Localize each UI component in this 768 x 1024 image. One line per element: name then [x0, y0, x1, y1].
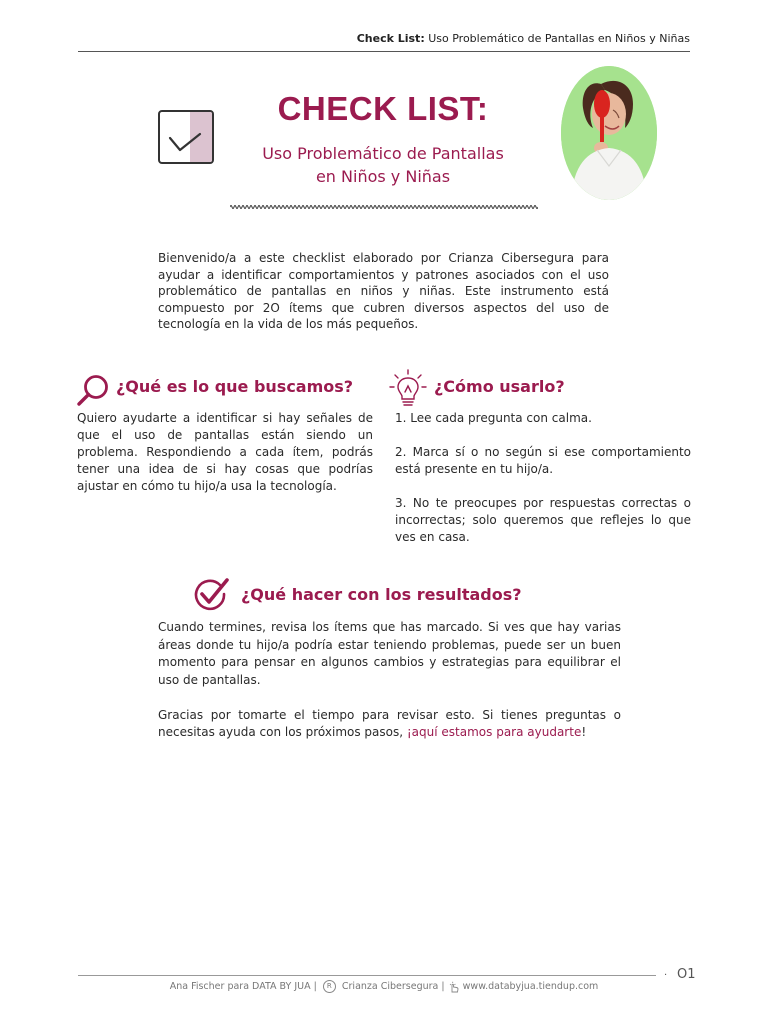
footer-credits	[78, 980, 690, 993]
lightbulb-icon	[388, 368, 428, 408]
subtitle-line-1: Uso Problemático de Pantallas	[262, 144, 504, 163]
footer-brand: Crianza Cibersegura |	[341, 981, 445, 992]
footer-divider	[78, 975, 656, 976]
resultados-text: Gracias por tomarte el tiempo para revisar esto. Si tienes preguntas o necesitas ayuda con los próximos pasos,	[158, 707, 621, 739]
author-photo	[561, 66, 657, 200]
section-body-buscamos: Quiero ayudarte a identificar si hay señales de que el uso de pantallas están siendo un problema. Respondiendo a cada ítem, podrás tener una idea de si hay cosas que podrías ajustar en cómo tu hijo/a usa la tecnología.	[77, 411, 373, 493]
step-2: 2. Marca sí o no según si ese comportamiento está presente en tu hijo/a.	[395, 445, 691, 476]
section-heading-resultados: ¿Qué hacer con los resultados?	[241, 585, 522, 604]
wavy-divider	[230, 203, 538, 211]
help-link[interactable]: ¡aquí estamos para ayudarte	[406, 725, 582, 739]
section-body-como	[395, 410, 691, 563]
section-heading-como: ¿Cómo usarlo?	[434, 377, 565, 396]
section-body-resultados	[158, 619, 621, 759]
running-header-rest: Uso Problemático de Pantallas en Niños y Niñas	[424, 32, 690, 45]
resultados-end: !	[581, 725, 587, 739]
magnifier-icon	[76, 372, 112, 406]
resultados-paragraph-2	[158, 707, 621, 742]
subtitle-line-2: en Niños y Niñas	[315, 167, 451, 186]
resultados-paragraph-1: Cuando termines, revisa los ítems que has marcado. Si ves que hay varias áreas donde tu hijo/a podría estar teniendo problemas, puede ser un buen momento para pensar en algunos cambios y estrategias para equilibrar el uso de pantallas.	[158, 620, 621, 687]
footer-url[interactable]: www.databyjua.tiendup.com	[462, 981, 599, 992]
step-1: 1. Lee cada pregunta con calma.	[395, 411, 592, 425]
pointer-hand-icon	[448, 981, 460, 993]
check-circle-icon	[193, 577, 229, 613]
page-subtitle	[200, 142, 566, 188]
intro-paragraph: Bienvenido/a a este checklist elaborado por Crianza Cibersegura para ayudar a identificar comportamientos y patrones asociados con el uso problemático de pantallas en niños y niñas. Este instrumento está compuesto por 2O ítems que cubren diversos aspectos del uso de tecnología en la vida de los más pequeños.	[158, 251, 609, 331]
registered-icon: R	[323, 980, 336, 993]
page-dot: ·	[664, 970, 668, 981]
page-title: CHECK LIST:	[277, 90, 489, 127]
footer-author: Ana Fischer para DATA BY JUA |	[169, 981, 317, 992]
page-number: O1	[677, 967, 696, 982]
step-3: 3. No te preocupes por respuestas correctas o incorrectas; solo queremos que reflejes lo que ves en casa.	[395, 496, 691, 544]
running-header-bold: Check List:	[356, 32, 425, 45]
header-divider	[78, 51, 690, 52]
running-header	[357, 32, 690, 45]
section-heading-buscamos: ¿Qué es lo que buscamos?	[116, 377, 354, 396]
